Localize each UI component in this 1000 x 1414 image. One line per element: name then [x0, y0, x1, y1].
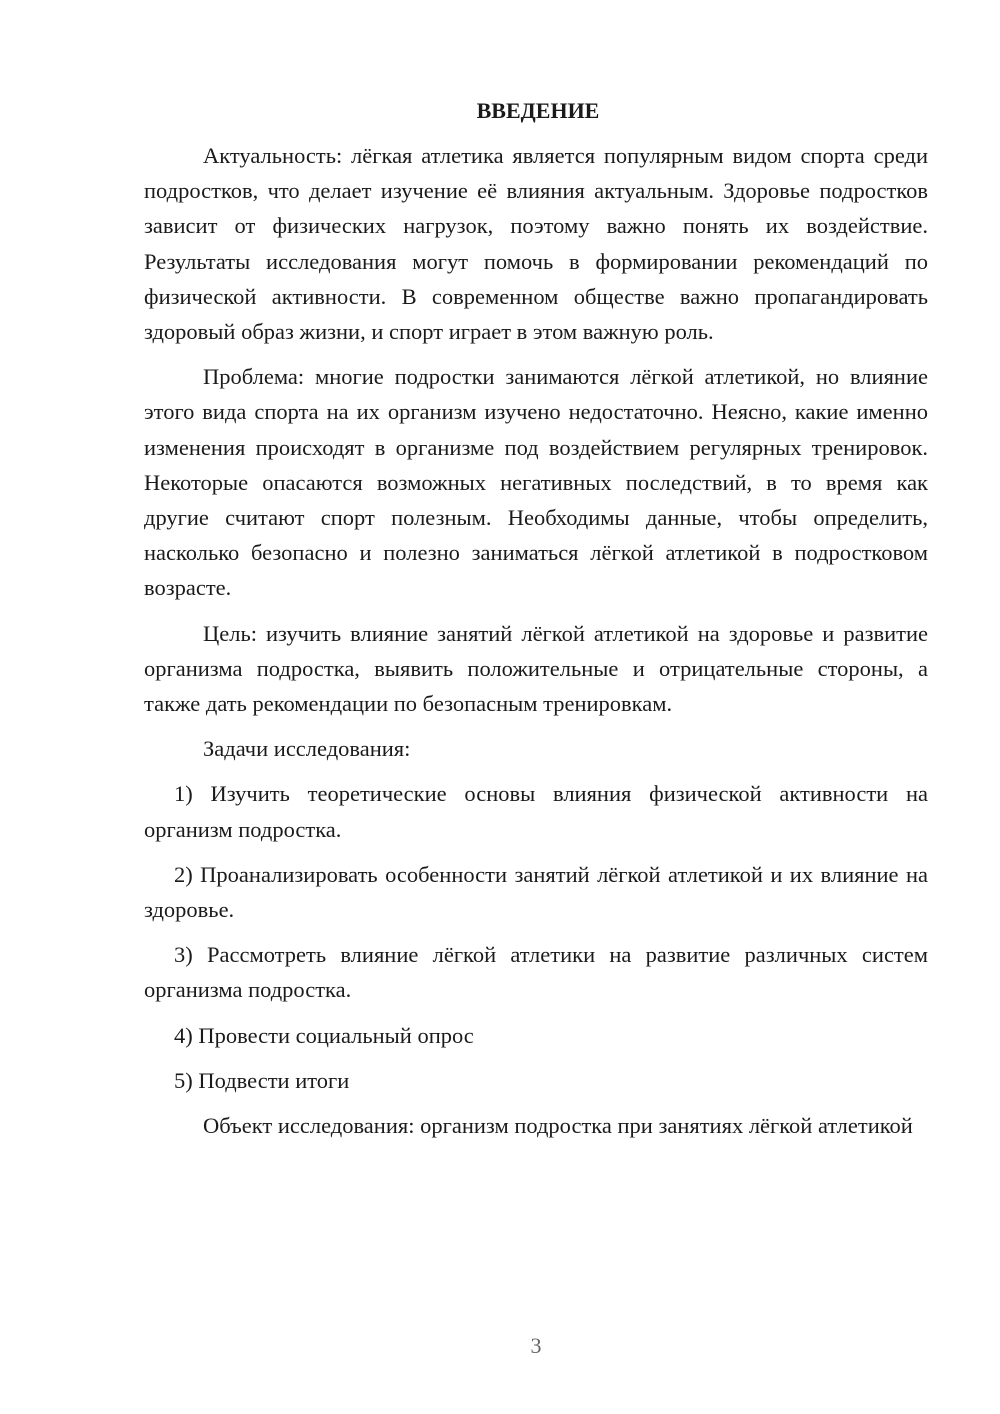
document-page	[144, 96, 928, 1153]
task-item-5: 5) Подвести итоги	[174, 1067, 350, 1093]
tasks-label: Задачи исследования:	[203, 736, 411, 762]
task-item-1: 1) Изучить теоретические основы влияния физической активности на организм подростка.	[144, 781, 928, 842]
task-item-4: 4) Провести социальный опрос	[174, 1022, 474, 1048]
section-heading: ВВЕДЕНИЕ	[476, 98, 600, 123]
relevance-paragraph: Актуальность: лёгкая атлетика является популярным видом спорта среди подростков, что делает изучение её влияния актуальным. Здоровье подростков зависит от физических нагрузок, поэтому важно понять их воздействие. Результаты исследования могут помочь в формировании рекомендаций по физической активности. В современном обществе важно пропагандировать здоровый образ жизни, и спорт играет в этом важную роль.	[144, 143, 928, 345]
task-item-2: 2) Проанализировать особенности занятий лёгкой атлетикой и их влияние на здоровье.	[144, 861, 928, 923]
goal-paragraph: Цель: изучить влияние занятий лёгкой атлетикой на здоровье и развитие организма подростка, выявить положительные и отрицательные стороны, а также дать рекомендации по безопасным тренировкам.	[144, 620, 928, 717]
object-paragraph: Объект исследования: организм подростка при занятиях лёгкой атлетикой	[203, 1113, 913, 1139]
page-number: 3	[530, 1333, 542, 1358]
task-item-3: 3) Рассмотреть влияние лёгкой атлетики на развитие различных систем организма подростка.	[144, 942, 928, 1003]
problem-paragraph: Проблема: многие подростки занимаются лёгкой атлетикой, но влияние этого вида спорта на их организм изучено недостаточно. Неясно, какие именно изменения происходят в организме под воздействием регулярных тренировок. Некоторые опасаются возможных негативных последствий, в то время как другие считают спорт полезным. Необходимы данные, чтобы определить, насколько безопасно и полезно заниматься лёгкой атлетикой в подростковом возрасте.	[144, 364, 928, 601]
